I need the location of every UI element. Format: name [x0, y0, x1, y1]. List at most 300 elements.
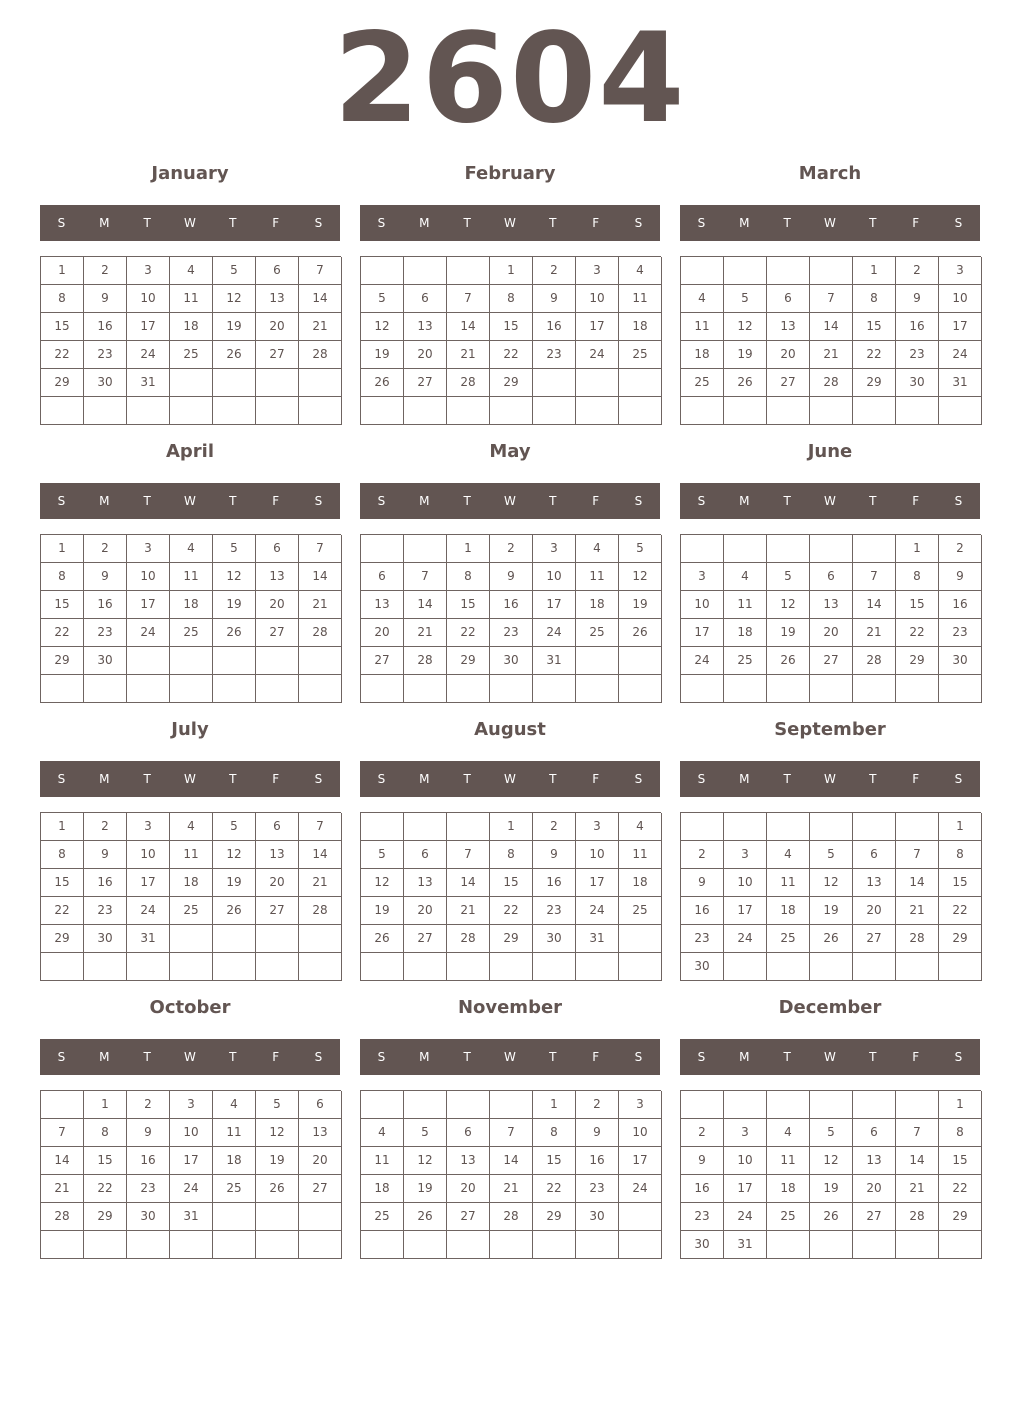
day-cell: 1 — [41, 535, 84, 563]
day-grid — [40, 1090, 341, 1259]
day-cell: 21 — [853, 619, 896, 647]
day-cell: 21 — [404, 619, 447, 647]
empty-day-cell — [576, 647, 619, 675]
empty-day-cell — [404, 257, 447, 285]
empty-day-cell — [170, 1231, 213, 1259]
empty-day-cell — [361, 675, 404, 703]
weekday-label: S — [57, 1050, 66, 1064]
month-8 — [680, 716, 980, 986]
day-cell: 22 — [447, 619, 490, 647]
day-cell: 23 — [84, 341, 127, 369]
day-cell: 28 — [299, 619, 342, 647]
day-cell: 14 — [404, 591, 447, 619]
empty-day-cell — [810, 535, 853, 563]
day-cell: 26 — [213, 619, 256, 647]
empty-day-cell — [41, 397, 84, 425]
weekday-label: T — [869, 494, 877, 508]
empty-day-cell — [533, 953, 576, 981]
day-cell: 19 — [810, 1175, 853, 1203]
day-cell: 7 — [853, 563, 896, 591]
day-cell: 12 — [619, 563, 662, 591]
weekday-label: F — [272, 216, 280, 230]
weekday-label: T — [783, 216, 791, 230]
day-cell: 6 — [299, 1091, 342, 1119]
weekday-label: W — [824, 1050, 836, 1064]
day-cell: 15 — [939, 1147, 982, 1175]
weekday-label: S — [697, 494, 706, 508]
day-cell: 10 — [939, 285, 982, 313]
day-cell: 13 — [853, 869, 896, 897]
day-cell: 4 — [724, 563, 767, 591]
day-cell: 22 — [533, 1175, 576, 1203]
empty-day-cell — [767, 1091, 810, 1119]
day-cell: 27 — [256, 897, 299, 925]
day-cell: 10 — [127, 563, 170, 591]
day-cell: 3 — [127, 535, 170, 563]
empty-day-cell — [213, 647, 256, 675]
day-cell: 29 — [41, 369, 84, 397]
day-cell: 17 — [576, 313, 619, 341]
weekday-label: W — [184, 1050, 196, 1064]
weekday-label: W — [184, 772, 196, 786]
weekday-header — [680, 761, 980, 797]
empty-day-cell — [299, 925, 342, 953]
month-11 — [680, 994, 980, 1264]
day-cell: 21 — [896, 897, 939, 925]
day-cell: 2 — [681, 1119, 724, 1147]
day-cell: 23 — [84, 897, 127, 925]
day-cell: 22 — [490, 341, 533, 369]
day-cell: 25 — [767, 1203, 810, 1231]
day-cell: 30 — [490, 647, 533, 675]
empty-day-cell — [213, 1203, 256, 1231]
day-cell: 19 — [213, 313, 256, 341]
month-name: June — [807, 441, 853, 462]
day-cell: 11 — [170, 563, 213, 591]
weekday-label: T — [229, 494, 237, 508]
day-cell: 24 — [127, 341, 170, 369]
day-cell: 5 — [810, 841, 853, 869]
day-cell: 27 — [256, 619, 299, 647]
empty-day-cell — [361, 257, 404, 285]
day-cell: 17 — [724, 1175, 767, 1203]
weekday-label: M — [419, 772, 430, 786]
day-cell: 11 — [361, 1147, 404, 1175]
day-cell: 20 — [853, 897, 896, 925]
day-cell: 20 — [767, 341, 810, 369]
day-cell: 15 — [896, 591, 939, 619]
day-cell: 27 — [404, 369, 447, 397]
day-cell: 21 — [41, 1175, 84, 1203]
weekday-label: S — [377, 216, 386, 230]
day-cell: 13 — [361, 591, 404, 619]
empty-day-cell — [896, 953, 939, 981]
empty-day-cell — [490, 1231, 533, 1259]
day-cell: 6 — [256, 257, 299, 285]
day-cell: 12 — [213, 285, 256, 313]
day-cell: 10 — [724, 869, 767, 897]
weekday-label: S — [314, 216, 323, 230]
day-cell: 26 — [361, 369, 404, 397]
day-cell: 20 — [404, 897, 447, 925]
month-1 — [360, 160, 660, 430]
empty-day-cell — [619, 1231, 662, 1259]
day-cell: 17 — [681, 619, 724, 647]
day-cell: 3 — [681, 563, 724, 591]
day-cell: 5 — [767, 563, 810, 591]
day-cell: 1 — [939, 1091, 982, 1119]
day-cell: 16 — [84, 591, 127, 619]
weekday-header — [40, 761, 340, 797]
day-cell: 12 — [404, 1147, 447, 1175]
empty-day-cell — [41, 1091, 84, 1119]
weekday-label: W — [504, 1050, 516, 1064]
empty-day-cell — [447, 397, 490, 425]
day-cell: 29 — [490, 925, 533, 953]
day-cell: 6 — [767, 285, 810, 313]
day-cell: 3 — [576, 257, 619, 285]
day-cell: 14 — [853, 591, 896, 619]
weekday-label: S — [634, 772, 643, 786]
empty-day-cell — [447, 1231, 490, 1259]
day-cell: 20 — [256, 591, 299, 619]
empty-day-cell — [619, 953, 662, 981]
day-cell: 8 — [939, 841, 982, 869]
day-cell: 23 — [127, 1175, 170, 1203]
day-cell: 6 — [404, 285, 447, 313]
day-cell: 10 — [724, 1147, 767, 1175]
day-cell: 2 — [681, 841, 724, 869]
empty-day-cell — [939, 953, 982, 981]
day-cell: 2 — [576, 1091, 619, 1119]
weekday-label: T — [783, 1050, 791, 1064]
empty-day-cell — [256, 953, 299, 981]
month-5 — [680, 438, 980, 708]
day-cell: 16 — [576, 1147, 619, 1175]
month-name: May — [489, 441, 531, 462]
day-cell: 18 — [619, 869, 662, 897]
day-cell: 17 — [533, 591, 576, 619]
day-cell: 7 — [896, 1119, 939, 1147]
weekday-header — [360, 205, 660, 241]
weekday-label: T — [143, 216, 151, 230]
day-cell: 29 — [533, 1203, 576, 1231]
weekday-label: M — [99, 494, 110, 508]
day-cell: 18 — [619, 313, 662, 341]
empty-day-cell — [767, 1231, 810, 1259]
day-cell: 9 — [939, 563, 982, 591]
weekday-label: W — [184, 216, 196, 230]
weekday-label: W — [504, 216, 516, 230]
day-cell: 23 — [490, 619, 533, 647]
day-cell: 1 — [490, 813, 533, 841]
day-cell: 13 — [256, 841, 299, 869]
day-cell: 9 — [681, 1147, 724, 1175]
empty-day-cell — [619, 675, 662, 703]
empty-day-cell — [619, 1203, 662, 1231]
empty-day-cell — [576, 397, 619, 425]
day-cell: 12 — [213, 841, 256, 869]
day-cell: 21 — [299, 591, 342, 619]
empty-day-cell — [724, 675, 767, 703]
day-cell: 6 — [810, 563, 853, 591]
month-name: January — [151, 163, 229, 184]
empty-day-cell — [853, 953, 896, 981]
day-cell: 13 — [299, 1119, 342, 1147]
empty-day-cell — [361, 813, 404, 841]
day-cell: 7 — [896, 841, 939, 869]
empty-day-cell — [447, 257, 490, 285]
day-cell: 3 — [170, 1091, 213, 1119]
day-cell: 1 — [533, 1091, 576, 1119]
day-cell: 14 — [299, 841, 342, 869]
weekday-label: T — [869, 772, 877, 786]
day-cell: 21 — [447, 897, 490, 925]
day-cell: 12 — [810, 1147, 853, 1175]
weekday-header — [40, 205, 340, 241]
day-cell: 11 — [576, 563, 619, 591]
day-cell: 2 — [490, 535, 533, 563]
empty-day-cell — [490, 397, 533, 425]
day-cell: 25 — [619, 341, 662, 369]
day-cell: 7 — [490, 1119, 533, 1147]
weekday-label: S — [57, 216, 66, 230]
day-cell: 18 — [767, 897, 810, 925]
weekday-label: F — [912, 216, 920, 230]
empty-day-cell — [84, 397, 127, 425]
day-cell: 16 — [533, 313, 576, 341]
day-cell: 17 — [127, 869, 170, 897]
day-cell: 27 — [853, 925, 896, 953]
day-cell: 12 — [361, 313, 404, 341]
day-cell: 27 — [810, 647, 853, 675]
day-cell: 1 — [853, 257, 896, 285]
empty-day-cell — [213, 397, 256, 425]
empty-day-cell — [404, 397, 447, 425]
weekday-label: T — [463, 772, 471, 786]
empty-day-cell — [299, 1203, 342, 1231]
day-cell: 15 — [41, 591, 84, 619]
weekday-label: M — [419, 1050, 430, 1064]
day-cell: 4 — [361, 1119, 404, 1147]
weekday-label: T — [549, 1050, 557, 1064]
empty-day-cell — [213, 1231, 256, 1259]
empty-day-cell — [256, 675, 299, 703]
weekday-label: S — [377, 772, 386, 786]
empty-day-cell — [41, 1231, 84, 1259]
day-cell: 8 — [490, 285, 533, 313]
day-cell: 11 — [170, 285, 213, 313]
empty-day-cell — [213, 369, 256, 397]
day-cell: 17 — [724, 897, 767, 925]
day-cell: 23 — [896, 341, 939, 369]
empty-day-cell — [681, 535, 724, 563]
day-cell: 17 — [170, 1147, 213, 1175]
empty-day-cell — [299, 953, 342, 981]
day-cell: 10 — [619, 1119, 662, 1147]
empty-day-cell — [810, 813, 853, 841]
day-cell: 25 — [361, 1203, 404, 1231]
empty-day-cell — [896, 813, 939, 841]
day-cell: 8 — [41, 285, 84, 313]
day-cell: 11 — [619, 841, 662, 869]
day-cell: 1 — [896, 535, 939, 563]
day-cell: 9 — [896, 285, 939, 313]
day-cell: 24 — [724, 1203, 767, 1231]
day-cell: 11 — [170, 841, 213, 869]
day-cell: 14 — [896, 869, 939, 897]
weekday-header — [680, 483, 980, 519]
weekday-label: F — [912, 772, 920, 786]
empty-day-cell — [576, 675, 619, 703]
day-cell: 16 — [681, 1175, 724, 1203]
day-cell: 6 — [361, 563, 404, 591]
weekday-header — [360, 483, 660, 519]
day-cell: 2 — [533, 813, 576, 841]
weekday-label: S — [377, 1050, 386, 1064]
empty-day-cell — [299, 675, 342, 703]
empty-day-cell — [724, 813, 767, 841]
weekday-label: W — [504, 494, 516, 508]
empty-day-cell — [213, 953, 256, 981]
day-cell: 3 — [724, 841, 767, 869]
day-cell: 15 — [533, 1147, 576, 1175]
day-cell: 23 — [681, 925, 724, 953]
day-cell: 22 — [41, 897, 84, 925]
day-cell: 29 — [896, 647, 939, 675]
day-cell: 18 — [576, 591, 619, 619]
weekday-label: F — [272, 1050, 280, 1064]
weekday-label: F — [912, 1050, 920, 1064]
empty-day-cell — [767, 675, 810, 703]
day-cell: 30 — [84, 369, 127, 397]
empty-day-cell — [767, 397, 810, 425]
day-cell: 3 — [939, 257, 982, 285]
empty-day-cell — [256, 1203, 299, 1231]
day-cell: 27 — [853, 1203, 896, 1231]
day-cell: 7 — [447, 285, 490, 313]
day-cell: 11 — [213, 1119, 256, 1147]
day-cell: 18 — [361, 1175, 404, 1203]
empty-day-cell — [681, 1091, 724, 1119]
weekday-label: M — [739, 494, 750, 508]
day-cell: 19 — [810, 897, 853, 925]
month-name: February — [464, 163, 556, 184]
weekday-label: S — [314, 1050, 323, 1064]
day-grid — [40, 812, 341, 981]
day-cell: 25 — [619, 897, 662, 925]
empty-day-cell — [681, 257, 724, 285]
empty-day-cell — [724, 1091, 767, 1119]
day-cell: 21 — [490, 1175, 533, 1203]
day-cell: 20 — [361, 619, 404, 647]
day-cell: 28 — [853, 647, 896, 675]
day-cell: 9 — [84, 841, 127, 869]
weekday-label: M — [739, 1050, 750, 1064]
empty-day-cell — [853, 1231, 896, 1259]
weekday-header — [360, 761, 660, 797]
day-cell: 9 — [533, 285, 576, 313]
empty-day-cell — [256, 397, 299, 425]
day-cell: 2 — [939, 535, 982, 563]
weekday-label: T — [549, 772, 557, 786]
empty-day-cell — [213, 675, 256, 703]
day-cell: 9 — [84, 563, 127, 591]
day-cell: 31 — [127, 369, 170, 397]
day-cell: 7 — [299, 813, 342, 841]
day-cell: 26 — [361, 925, 404, 953]
day-cell: 12 — [256, 1119, 299, 1147]
day-cell: 1 — [41, 257, 84, 285]
day-cell: 3 — [576, 813, 619, 841]
day-cell: 4 — [576, 535, 619, 563]
day-cell: 5 — [619, 535, 662, 563]
day-cell: 20 — [447, 1175, 490, 1203]
day-cell: 20 — [404, 341, 447, 369]
day-cell: 6 — [256, 813, 299, 841]
day-grid — [360, 812, 661, 981]
empty-day-cell — [84, 675, 127, 703]
empty-day-cell — [853, 813, 896, 841]
day-cell: 15 — [447, 591, 490, 619]
empty-day-cell — [853, 535, 896, 563]
day-cell: 3 — [127, 813, 170, 841]
weekday-label: T — [783, 772, 791, 786]
day-cell: 26 — [810, 925, 853, 953]
weekday-label: T — [143, 1050, 151, 1064]
empty-day-cell — [127, 675, 170, 703]
day-cell: 25 — [170, 897, 213, 925]
day-cell: 6 — [256, 535, 299, 563]
weekday-label: W — [824, 494, 836, 508]
day-cell: 28 — [299, 897, 342, 925]
day-cell: 22 — [490, 897, 533, 925]
day-cell: 13 — [404, 869, 447, 897]
day-cell: 9 — [533, 841, 576, 869]
weekday-label: M — [739, 216, 750, 230]
day-cell: 24 — [619, 1175, 662, 1203]
day-cell: 16 — [490, 591, 533, 619]
day-cell: 15 — [41, 313, 84, 341]
day-cell: 15 — [939, 869, 982, 897]
day-cell: 22 — [896, 619, 939, 647]
empty-day-cell — [767, 813, 810, 841]
weekday-label: S — [954, 494, 963, 508]
day-cell: 4 — [213, 1091, 256, 1119]
weekday-label: S — [57, 772, 66, 786]
empty-day-cell — [810, 1231, 853, 1259]
weekday-label: M — [739, 772, 750, 786]
empty-day-cell — [896, 397, 939, 425]
day-cell: 25 — [681, 369, 724, 397]
day-cell: 30 — [84, 647, 127, 675]
day-cell: 7 — [404, 563, 447, 591]
empty-day-cell — [533, 397, 576, 425]
weekday-label: M — [419, 216, 430, 230]
day-cell: 26 — [213, 897, 256, 925]
empty-day-cell — [681, 675, 724, 703]
day-cell: 31 — [533, 647, 576, 675]
day-cell: 5 — [213, 535, 256, 563]
day-cell: 7 — [810, 285, 853, 313]
day-cell: 23 — [576, 1175, 619, 1203]
day-cell: 3 — [724, 1119, 767, 1147]
empty-day-cell — [619, 647, 662, 675]
weekday-label: S — [697, 1050, 706, 1064]
empty-day-cell — [127, 1231, 170, 1259]
day-cell: 18 — [170, 313, 213, 341]
empty-day-cell — [256, 925, 299, 953]
